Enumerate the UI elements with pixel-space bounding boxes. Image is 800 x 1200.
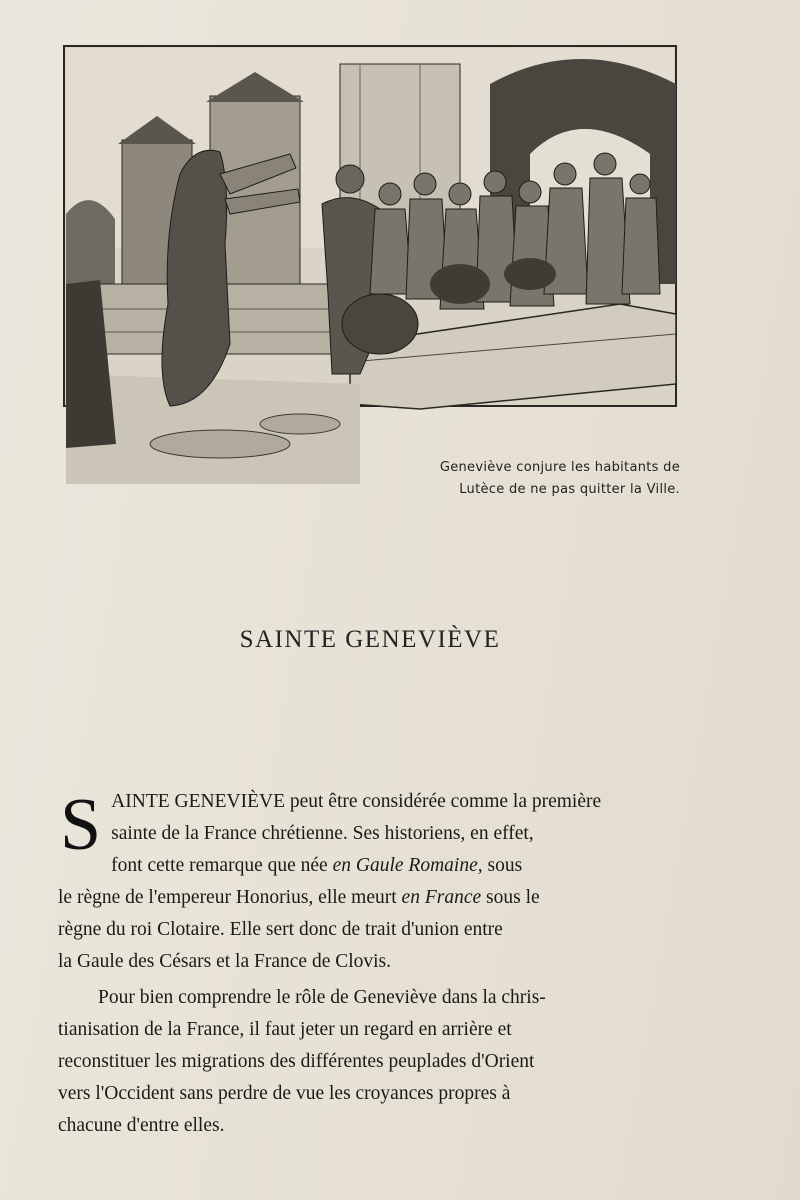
paragraph-2-line-5: chacune d'entre elles. (58, 1115, 225, 1136)
paragraph-1-line-1 (58, 786, 678, 818)
line-3-a: font cette remarque que née (111, 855, 333, 876)
illustration-caption (340, 457, 680, 501)
drop-cap: S (60, 784, 102, 866)
line-4-a: le règne de l'empereur Honorius, elle meurt (58, 887, 402, 908)
paragraph-2-line-1: Pour bien comprendre le rôle de Geneviève dans la chris- (98, 987, 546, 1008)
chapter-title: SAINTE GENEVIÈVE (239, 626, 501, 653)
paragraph-2-line-2: tianisation de la France, il faut jeter un regard en arrière et (58, 1019, 512, 1040)
paragraph-1 (58, 786, 678, 978)
caption-line-1: Geneviève conjure les habitants de (439, 460, 680, 475)
lead-small-caps: AINTE GENEVIÈVE (111, 791, 285, 812)
paragraph-1-line-5: règne du roi Clotaire. Elle sert donc de trait d'union entre (58, 919, 503, 940)
paragraph-1-line-4 (58, 882, 678, 914)
paragraph-2 (58, 982, 678, 1142)
chapter-body (58, 786, 678, 1142)
paragraph-1-line-3 (58, 850, 678, 882)
caption-line-2: Lutèce de ne pas quitter la Ville. (459, 482, 680, 497)
line-1-rest: peut être considérée comme la première (284, 791, 602, 812)
line-3-b: sous (482, 855, 523, 876)
line-3-italic: en Gaule Romaine, (332, 855, 483, 876)
line-4-italic: en France (401, 887, 482, 908)
paragraph-2-line-4: vers l'Occident sans perdre de vue les croyances propres à (58, 1083, 511, 1104)
line-4-b: sous le (481, 887, 540, 908)
paragraph-1-line-6: la Gaule des Césars et la France de Clovis. (58, 951, 392, 972)
engraving-illustration (60, 44, 678, 484)
engraving-genevieve-crowd-icon (60, 44, 678, 484)
paragraph-2-line-3: reconstituer les migrations des différentes peuplades d'Orient (58, 1051, 535, 1072)
paragraph-1-line-2: sainte de la France chrétienne. Ses historiens, en effet, (111, 823, 534, 844)
